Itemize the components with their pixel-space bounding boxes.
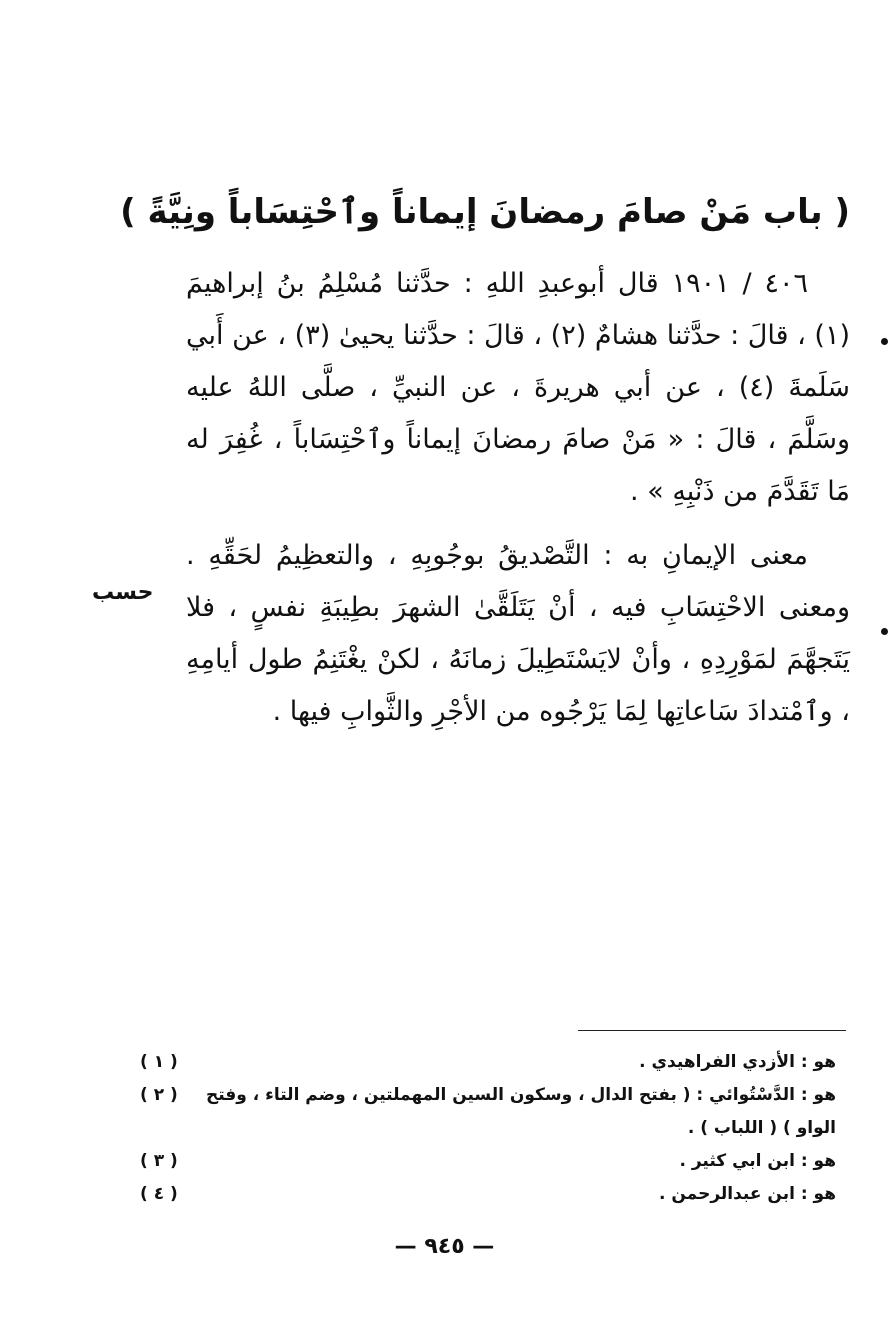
footnote-number: ( ٣ )	[140, 1151, 178, 1171]
footnote-number: ( ٢ )	[140, 1085, 178, 1105]
footnote-number: ( ٤ )	[140, 1184, 178, 1204]
footnotes	[140, 1046, 836, 1211]
commentary-paragraph	[186, 530, 850, 738]
chapter-title: ( باب مَنْ صامَ رمضانَ إيماناً وٱحْتِسَاباً ونِيَّةً )	[120, 192, 850, 232]
footnote-text: هو : الدَّسْتُوائي : ( بفتح الدال ، وسكون السين المهملتين ، وضم التاء ، وفتح الواو ) ( اللباب ) .	[205, 1085, 836, 1138]
footnote-item	[140, 1046, 836, 1079]
footnote-item	[140, 1145, 836, 1178]
edge-dot-mark	[881, 338, 888, 345]
footnote-text: هو : الأزدي الفراهيدي .	[639, 1052, 836, 1072]
footnote-text: هو : ابن عبدالرحمن .	[659, 1184, 836, 1204]
hadith-text: ٤٠٦ / ١٩٠١ قال أبوعبدِ اللهِ : حدَّثنا مُسْلِمُ بنُ إبراهيمَ (١) ، قالَ : حدَّثنا هشامٌ (٢) ، قالَ : حدَّثنا يحيىٰ (٣) ، عن أَبي سَلَمةَ (٤) ، عن أبي هريرةَ ، عن النبيِّ ، صلَّى اللهُ عليه وسَلَّمَ ، قالَ : « مَنْ صامَ رمضانَ إيماناً وٱحْتِسَاباً ، غُفِرَ له مَا تَقَدَّمَ من ذَنْبِهِ » .	[186, 268, 850, 507]
footnote-separator	[578, 1030, 846, 1031]
margin-annotation: حسب	[92, 580, 154, 605]
hadith-paragraph	[186, 258, 850, 518]
footnote-item	[140, 1178, 836, 1211]
commentary-text: معنى الإيمانِ به : التَّصْديقُ بوجُوبِهِ ، والتعظِيمُ لحَقِّهِ . ومعنى الاحْتِسَابِ فيه ، أنْ يَتَلَقَّىٰ الشهرَ بطِيبَةِ نفسٍ ، فلا يَتَجهَّمَ لمَوْرِدِهِ ، وأنْ لايَسْتَطِيلَ زمانَهُ ، لكنْ يغْتَنِمُ طول أيامِهِ ، وٱمْتدادَ سَاعاتِها لِمَا يَرْجُوه من الأجْرِ والثَّوابِ فيها .	[186, 540, 850, 727]
footnote-item	[140, 1079, 836, 1145]
footnote-text: هو : ابن ابي كثير .	[679, 1151, 836, 1171]
edge-dot-mark	[881, 628, 888, 635]
footnote-number: ( ١ )	[140, 1052, 178, 1072]
page-number: — ٩٤٥ —	[394, 1234, 495, 1259]
